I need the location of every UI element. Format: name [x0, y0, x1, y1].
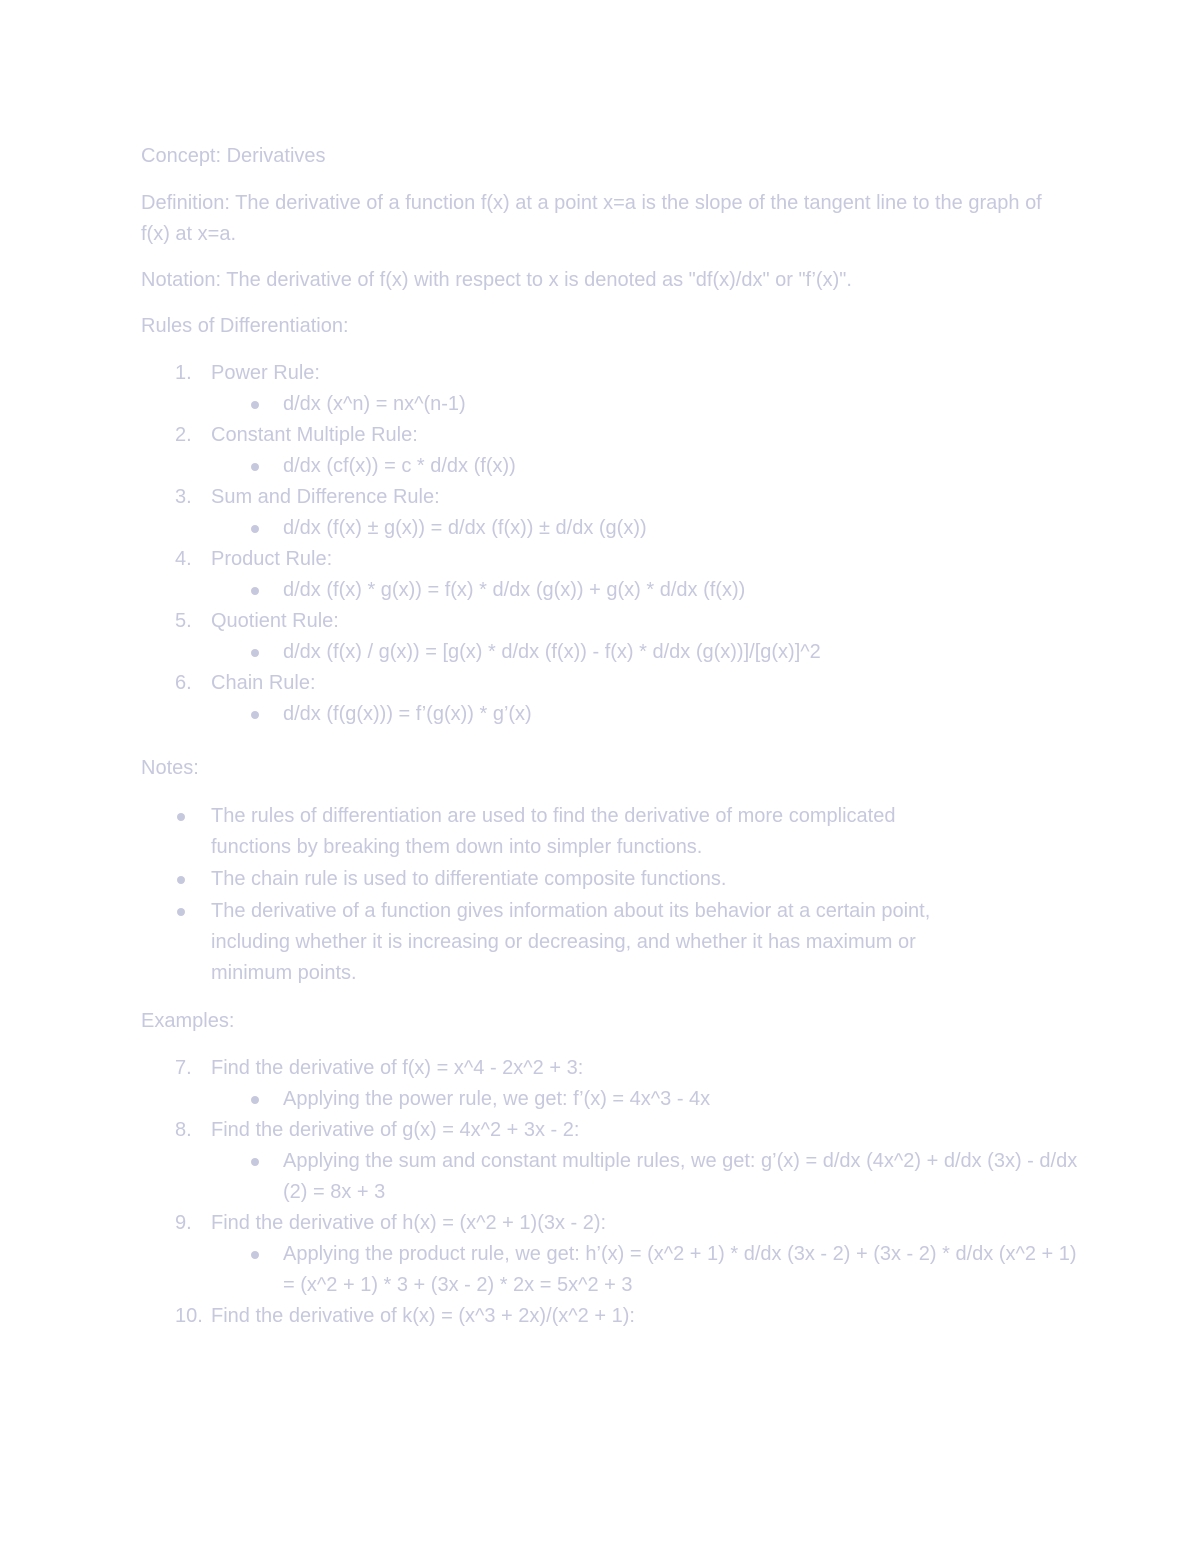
example-question: Find the derivative of g(x) = 4x^2 + 3x - 2:: [211, 1119, 580, 1141]
note-item: The chain rule is used to differentiate composite functions.: [141, 864, 981, 895]
list-number: 2.: [175, 424, 192, 446]
list-number: 8.: [175, 1119, 192, 1141]
bullet-icon: [177, 813, 185, 821]
rule-item: [141, 606, 1081, 668]
bullet-icon: [251, 1158, 259, 1166]
rule-formula: d/dx (f(x) ± g(x)) = d/dx (f(x)) ± d/dx (g(x)): [211, 513, 1081, 544]
rule-item: [141, 544, 1081, 606]
rule-item: [141, 420, 1081, 482]
list-number: 1.: [175, 362, 192, 384]
rule-formula: d/dx (f(x) * g(x)) = f(x) * d/dx (g(x)) + g(x) * d/dx (f(x)): [211, 575, 1081, 606]
bullet-icon: [251, 711, 259, 719]
document-title: Concept: Derivatives: [141, 145, 326, 167]
bullet-icon: [251, 587, 259, 595]
example-solution: Applying the product rule, we get: h’(x) = (x^2 + 1) * d/dx (3x - 2) + (3x - 2) * d/dx (x^2 + 1) = (x^2 + 1) * 3 + (3x - 2) * 2x = 5x^2 + 3: [211, 1239, 1081, 1301]
list-number: 10.: [175, 1305, 203, 1327]
rule-name: Quotient Rule:: [211, 610, 339, 632]
bullet-icon: [177, 876, 185, 884]
list-number: 7.: [175, 1057, 192, 1079]
rule-name: Sum and Difference Rule:: [211, 486, 440, 508]
example-question: Find the derivative of h(x) = (x^2 + 1)(3x - 2):: [211, 1212, 607, 1234]
example-solution: Applying the sum and constant multiple rules, we get: g’(x) = d/dx (4x^2) + d/dx (3x) - d/dx (2) = 8x + 3: [211, 1146, 1081, 1208]
list-number: 5.: [175, 610, 192, 632]
bullet-icon: [251, 525, 259, 533]
notes-list: [141, 801, 981, 990]
rule-formula: d/dx (f(g(x))) = f’(g(x)) * g’(x): [211, 699, 1081, 730]
list-number: 4.: [175, 548, 192, 570]
rule-item: [141, 482, 1081, 544]
example-question: Find the derivative of f(x) = x^4 - 2x^2 + 3:: [211, 1057, 584, 1079]
rule-formula: d/dx (x^n) = nx^(n-1): [211, 389, 1081, 420]
rules-list: [141, 358, 1081, 730]
notes-heading: Notes:: [141, 757, 199, 779]
examples-heading: Examples:: [141, 1010, 235, 1032]
rule-formula: d/dx (cf(x)) = c * d/dx (f(x)): [211, 451, 1081, 482]
list-number: 3.: [175, 486, 192, 508]
rules-heading: Rules of Differentiation:: [141, 315, 349, 337]
definition-paragraph: Definition: The derivative of a function f(x) at a point x=a is the slope of the tangent line to the graph of f(x) at x=a.: [141, 192, 1042, 245]
examples-list: [141, 1053, 1081, 1332]
rule-formula: d/dx (f(x) / g(x)) = [g(x) * d/dx (f(x)) - f(x) * d/dx (g(x))]/[g(x)]^2: [211, 637, 1081, 668]
note-item: The rules of differentiation are used to find the derivative of more complicated functions by breaking them down into simpler functions.: [141, 801, 981, 863]
notation-paragraph: Notation: The derivative of f(x) with respect to x is denoted as "df(x)/dx" or "f’(x)".: [141, 269, 852, 291]
example-item: [141, 1053, 1081, 1115]
bullet-icon: [177, 908, 185, 916]
rule-name: Chain Rule:: [211, 672, 316, 694]
example-question: Find the derivative of k(x) = (x^3 + 2x)/(x^2 + 1):: [211, 1305, 635, 1327]
bullet-icon: [251, 401, 259, 409]
list-number: 9.: [175, 1212, 192, 1234]
rule-name: Constant Multiple Rule:: [211, 424, 418, 446]
list-number: 6.: [175, 672, 192, 694]
bullet-icon: [251, 1251, 259, 1259]
example-item: [141, 1115, 1081, 1208]
rule-name: Power Rule:: [211, 362, 320, 384]
bullet-icon: [251, 1096, 259, 1104]
example-item: [141, 1208, 1081, 1301]
rule-item: [141, 668, 1081, 730]
rule-item: [141, 358, 1081, 420]
note-item: The derivative of a function gives information about its behavior at a certain point, including whether it is increasing or decreasing, and whether it has maximum or minimum points.: [141, 896, 981, 989]
example-item: [141, 1301, 1081, 1332]
rule-name: Product Rule:: [211, 548, 333, 570]
bullet-icon: [251, 463, 259, 471]
example-solution: Applying the power rule, we get: f’(x) = 4x^3 - 4x: [211, 1084, 1081, 1115]
bullet-icon: [251, 649, 259, 657]
